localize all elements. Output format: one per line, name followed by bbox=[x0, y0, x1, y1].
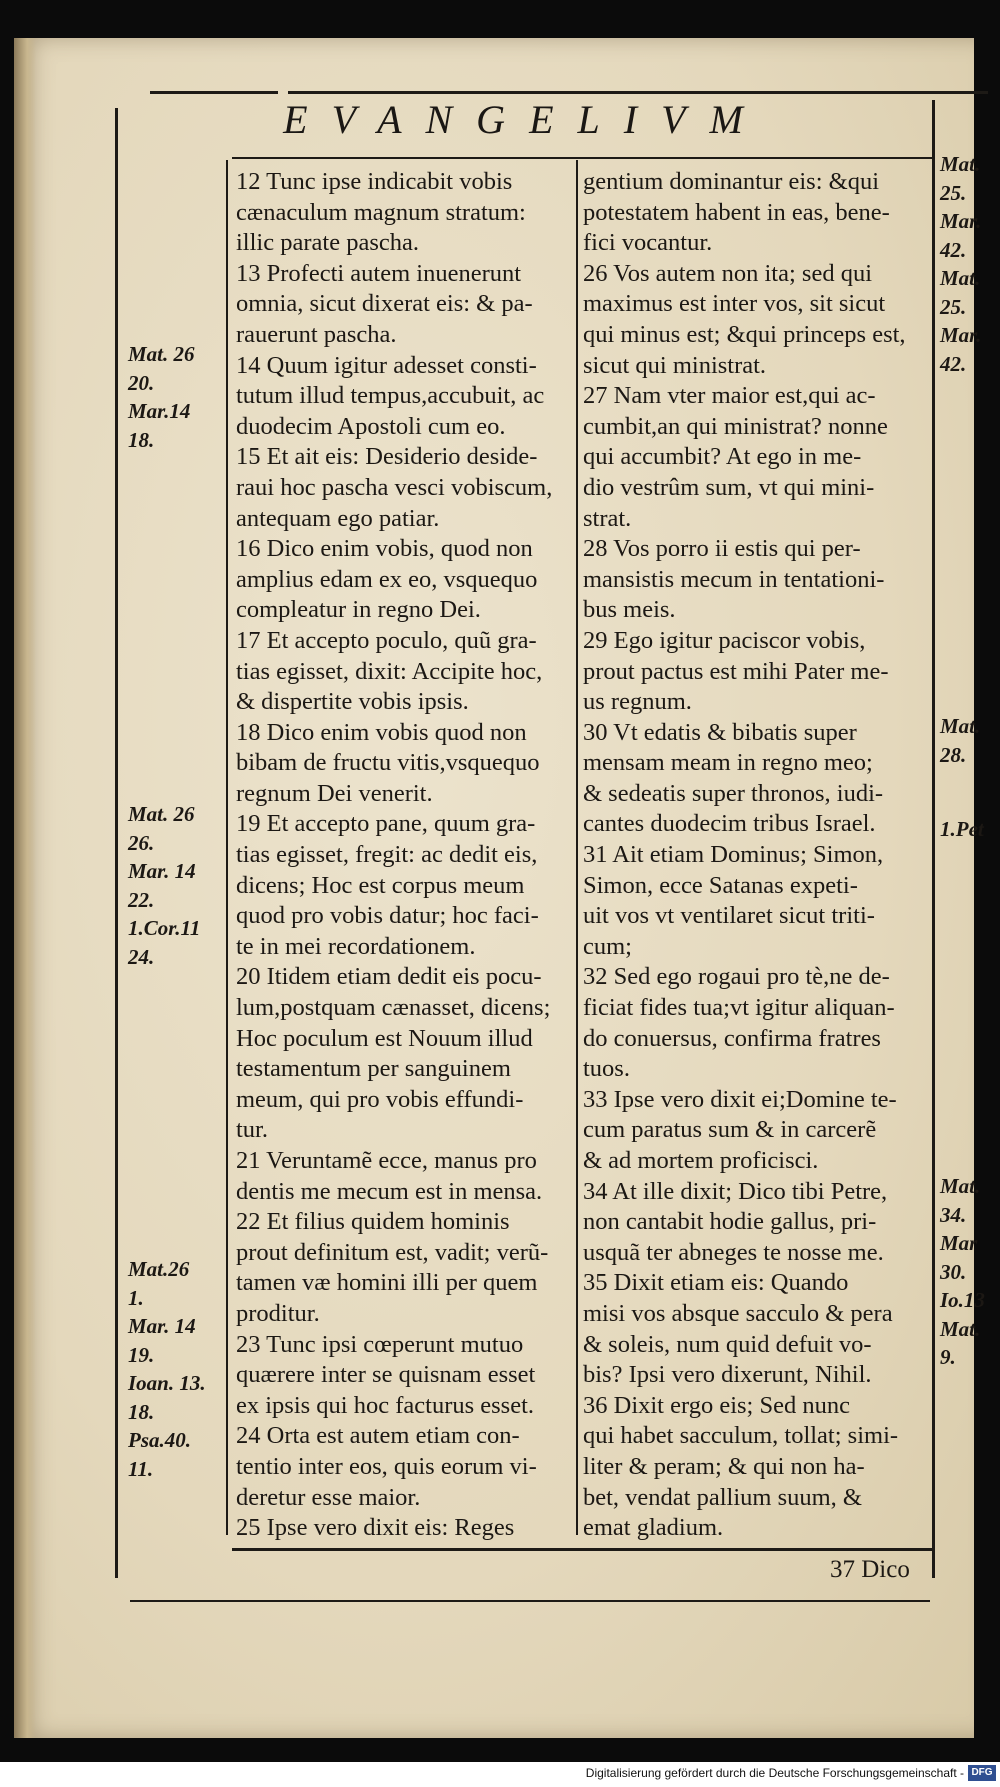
right-column-line: us regnum. bbox=[583, 688, 692, 716]
margin-reference-left-line: Mar.14 bbox=[128, 399, 191, 423]
margin-reference-left-line: Mar. 14 bbox=[128, 1314, 196, 1338]
left-column-line: bibam de fructu vitis,vsquequo bbox=[236, 749, 540, 777]
margin-reference-right-line: Io.13 bbox=[940, 1288, 985, 1312]
left-frame-rule bbox=[115, 108, 118, 1578]
right-column-line: 30 Vt edatis & bibatis super bbox=[583, 718, 857, 746]
margin-reference-left-line: Ioan. 13. bbox=[128, 1371, 206, 1395]
left-column-line: prout definitum est, vadit; verũ- bbox=[236, 1238, 549, 1266]
left-column-line: compleatur in regno Dei. bbox=[236, 596, 481, 624]
margin-reference-right bbox=[940, 712, 990, 769]
left-column-line: rauerunt pascha. bbox=[236, 320, 397, 348]
page-gutter-shadow bbox=[14, 38, 36, 1738]
left-column-line: regnum Dei venerit. bbox=[236, 779, 433, 807]
right-column-line: do conuersus, confirma fratres bbox=[583, 1024, 881, 1052]
right-frame-rule bbox=[932, 100, 935, 1578]
left-column-line: raui hoc pascha vesci vobiscum, bbox=[236, 473, 553, 501]
left-column-line: 14 Quum igitur adesset consti- bbox=[236, 351, 537, 379]
left-column-line: 15 Et ait eis: Desiderio deside- bbox=[236, 443, 538, 471]
dfg-logo: DFG bbox=[968, 1765, 996, 1781]
catchword-rule bbox=[130, 1600, 930, 1602]
margin-reference-right bbox=[940, 815, 990, 844]
margin-reference-right-line: Mat. bbox=[940, 152, 981, 176]
margin-reference-left-line: 11. bbox=[128, 1456, 154, 1481]
right-column-line: non cantabit hodie gallus, pri- bbox=[583, 1208, 877, 1236]
margin-reference-left bbox=[128, 1255, 228, 1483]
left-column-line: 23 Tunc ipsi cœperunt mutuo bbox=[236, 1330, 524, 1358]
left-column-line: tentio inter eos, quis eorum vi- bbox=[236, 1452, 537, 1480]
margin-reference-right-line: Mat. bbox=[940, 1316, 981, 1341]
right-column-line: bet, vendat pallium suum, & bbox=[583, 1483, 862, 1511]
left-column-line: 24 Orta est autem etiam con- bbox=[236, 1422, 520, 1450]
title-underline bbox=[232, 157, 932, 159]
left-column-line: proditur. bbox=[236, 1299, 320, 1327]
left-column-line: 17 Et accepto poculo, quũ gra- bbox=[236, 626, 537, 654]
header-rule-right bbox=[288, 91, 988, 94]
margin-reference-right-line: 9. bbox=[940, 1345, 956, 1369]
right-column-line: 27 Nam vter maior est,qui ac- bbox=[583, 382, 876, 410]
margin-reference-right-line: 1.Pet bbox=[940, 817, 984, 841]
left-column-line: te in mei recordationem. bbox=[236, 932, 476, 960]
right-column-line: misi vos absque sacculo & pera bbox=[583, 1299, 893, 1327]
bottom-rule bbox=[232, 1548, 932, 1551]
right-column-line: 31 Ait etiam Dominus; Simon, bbox=[583, 841, 884, 869]
margin-reference-right-line: Mat. bbox=[940, 266, 981, 290]
left-column-line: omnia, sicut dixerat eis: & pa- bbox=[236, 290, 533, 318]
margin-reference-left-line: 19. bbox=[128, 1342, 155, 1367]
margin-reference-right-line: 42. bbox=[940, 237, 967, 262]
right-column-line: uit vos vt ventilaret sicut triti- bbox=[583, 902, 875, 930]
right-column-line: 36 Dixit ergo eis; Sed nunc bbox=[583, 1391, 850, 1419]
right-column-line: bus meis. bbox=[583, 596, 676, 624]
margin-reference-right-line: 30. bbox=[940, 1259, 967, 1284]
left-column-line: & dispertite vobis ipsis. bbox=[236, 688, 469, 716]
left-column-line: 21 Veruntamẽ ecce, manus pro bbox=[236, 1147, 537, 1174]
margin-reference-right-line: 25. bbox=[940, 294, 967, 319]
margin-reference-right-line: 28. bbox=[940, 742, 967, 767]
right-column-line: & ad mortem proficisci. bbox=[583, 1147, 819, 1174]
margin-reference-left-line: Psa.40. bbox=[128, 1428, 191, 1452]
right-column-line: maximus est inter vos, sit sicut bbox=[583, 290, 886, 318]
footer-credit: Digitalisierung gefördert durch die Deutsche Forschungsgemeinschaft - bbox=[585, 1766, 964, 1780]
catchword: 37 Dico bbox=[830, 1556, 910, 1583]
header-rule-left bbox=[150, 91, 278, 94]
digitization-footer bbox=[0, 1762, 1000, 1787]
margin-reference-left-line: Mar. 14 bbox=[128, 859, 196, 883]
right-column-line: 26 Vos autem non ita; sed qui bbox=[583, 259, 872, 287]
right-column-line: usquã ter abneges te nosse me. bbox=[583, 1238, 884, 1266]
left-column-line: 18 Dico enim vobis quod non bbox=[236, 718, 527, 746]
left-column-line: 25 Ipse vero dixit eis: Reges bbox=[236, 1514, 515, 1542]
right-column-line: 35 Dixit etiam eis: Quando bbox=[583, 1269, 849, 1297]
left-column-line: tamen væ homini illi per quem bbox=[236, 1269, 538, 1297]
page-title: EVANGELIVM bbox=[283, 97, 767, 142]
margin-reference-left bbox=[128, 340, 228, 454]
right-column-line: qui habet sacculum, tollat; simi- bbox=[583, 1422, 899, 1450]
margin-reference-right bbox=[940, 1172, 990, 1372]
left-column-line: meum, qui pro vobis effundi- bbox=[236, 1085, 524, 1113]
margin-reference-left-line: 1. bbox=[128, 1285, 144, 1310]
left-column-line: 19 Et accepto pane, quum gra- bbox=[236, 810, 536, 838]
left-column-line: dicens; Hoc est corpus meum bbox=[236, 871, 525, 899]
margin-reference-left bbox=[128, 800, 228, 971]
left-column-line: Hoc poculum est Nouum illud bbox=[236, 1024, 533, 1052]
right-column-line: & sedeatis super thronos, iudi- bbox=[583, 779, 884, 807]
margin-reference-left-line: 1.Cor.11 bbox=[128, 916, 201, 940]
text-column-right bbox=[583, 167, 923, 1544]
right-column-line: qui minus est; &qui princeps est, bbox=[583, 320, 906, 348]
right-column-line: cum; bbox=[583, 932, 632, 960]
left-column-line: tias egisset, dixit: Accipite hoc, bbox=[236, 657, 543, 685]
left-column-line: quærere inter se quisnam esset bbox=[236, 1361, 536, 1389]
left-column-line: illic parate pascha. bbox=[236, 229, 419, 257]
left-column-line: 22 Et filius quidem hominis bbox=[236, 1208, 510, 1236]
right-column-line: gentium dominantur eis: &qui bbox=[583, 168, 880, 195]
right-column-line: emat gladium. bbox=[583, 1514, 724, 1542]
margin-reference-left-line: 20. bbox=[128, 370, 155, 395]
right-column-line: liter & peram; & qui non ha- bbox=[583, 1452, 865, 1480]
margin-reference-right bbox=[940, 150, 990, 378]
right-column-line: cantes duodecim tribus Israel. bbox=[583, 810, 876, 838]
column-divider bbox=[576, 160, 578, 1535]
left-column-line: amplius edam ex eo, vsquequo bbox=[236, 565, 538, 593]
left-column-line: deretur esse maior. bbox=[236, 1483, 421, 1511]
left-column-line: antequam ego patiar. bbox=[236, 504, 440, 532]
right-column-line: tuos. bbox=[583, 1055, 630, 1083]
left-column-line: tias egisset, fregit: ac dedit eis, bbox=[236, 841, 538, 869]
left-column-line: duodecim Apostoli cum eo. bbox=[236, 412, 506, 440]
left-column-line: 13 Profecti autem inuenerunt bbox=[236, 259, 522, 287]
left-column-line: cænaculum magnum stratum: bbox=[236, 198, 526, 226]
right-column-line: mensam meam in regno meo; bbox=[583, 749, 873, 777]
margin-reference-left-line: Mat. 26 bbox=[128, 802, 195, 826]
right-column-line: 32 Sed ego rogaui pro tè,ne de- bbox=[583, 963, 890, 991]
margin-reference-left-line: 24. bbox=[128, 944, 155, 969]
left-column-line: 12 Tunc ipse indicabit vobis bbox=[236, 168, 513, 195]
right-column-line: fici vocantur. bbox=[583, 229, 713, 257]
margin-reference-right-line: Mat. bbox=[940, 714, 981, 738]
left-column-line: testamentum per sanguinem bbox=[236, 1055, 511, 1083]
margin-reference-right-line: 25. bbox=[940, 180, 967, 205]
left-column-line: quod pro vobis datur; hoc faci- bbox=[236, 902, 539, 930]
margin-reference-left-line: 18. bbox=[128, 427, 155, 452]
left-column-line: dentis me mecum est in mensa. bbox=[236, 1177, 543, 1205]
left-column-line: tutum illud tempus,accubuit, ac bbox=[236, 382, 545, 410]
margin-reference-right-line: Mar. bbox=[940, 209, 982, 233]
right-column-line: mansistis mecum in tentationi- bbox=[583, 565, 885, 593]
left-column-line: 20 Itidem etiam dedit eis pocu- bbox=[236, 963, 542, 991]
right-column-line: 29 Ego igitur paciscor vobis, bbox=[583, 626, 866, 654]
left-column-line: 16 Dico enim vobis, quod non bbox=[236, 535, 533, 563]
margin-reference-left-line: Mat.26 bbox=[128, 1257, 190, 1281]
right-column-line: & soleis, num quid defuit vo- bbox=[583, 1330, 872, 1358]
margin-reference-left-line: 22. bbox=[128, 887, 155, 912]
margin-reference-right-line: Mat. bbox=[940, 1174, 981, 1198]
text-column-left bbox=[236, 167, 566, 1544]
margin-reference-right-line: 34. bbox=[940, 1202, 967, 1227]
right-column-line: 28 Vos porro ii estis qui per- bbox=[583, 535, 861, 563]
right-column-line: cum paratus sum & in carcerẽ bbox=[583, 1116, 877, 1144]
margin-reference-right-line: Mar bbox=[940, 1231, 978, 1255]
right-column-line: potestatem habent in eas, bene- bbox=[583, 198, 890, 226]
right-column-line: bis? Ipsi vero dixerunt, Nihil. bbox=[583, 1361, 872, 1389]
right-column-line: 33 Ipse vero dixit ei;Domine te- bbox=[583, 1085, 897, 1113]
left-column-line: lum,postquam cænasset, dicens; bbox=[236, 994, 551, 1022]
right-column-line: dio vestrûm sum, vt qui mini- bbox=[583, 473, 875, 501]
margin-reference-left-line: 18. bbox=[128, 1399, 155, 1424]
right-column-line: Simon, ecce Satanas expeti- bbox=[583, 871, 858, 899]
margin-reference-left-line: 26. bbox=[128, 830, 155, 855]
right-column-line: sicut qui ministrat. bbox=[583, 351, 767, 379]
right-column-line: ficiat fides tua;vt igitur aliquan- bbox=[583, 994, 895, 1022]
margin-reference-right-line: Mar. bbox=[940, 323, 982, 347]
left-column-line: ex ipsis qui hoc facturus esset. bbox=[236, 1391, 535, 1419]
right-column-line: prout pactus est mihi Pater me- bbox=[583, 657, 889, 685]
margin-reference-right-line: 42. bbox=[940, 351, 967, 376]
margin-reference-left-line: Mat. 26 bbox=[128, 342, 195, 366]
right-column-line: 34 At ille dixit; Dico tibi Petre, bbox=[583, 1177, 888, 1205]
left-column-line: tur. bbox=[236, 1116, 268, 1144]
right-column-line: qui accumbit? At ego in me- bbox=[583, 443, 862, 471]
right-column-line: strat. bbox=[583, 504, 632, 532]
right-column-line: cumbit,an qui ministrat? nonne bbox=[583, 412, 888, 440]
